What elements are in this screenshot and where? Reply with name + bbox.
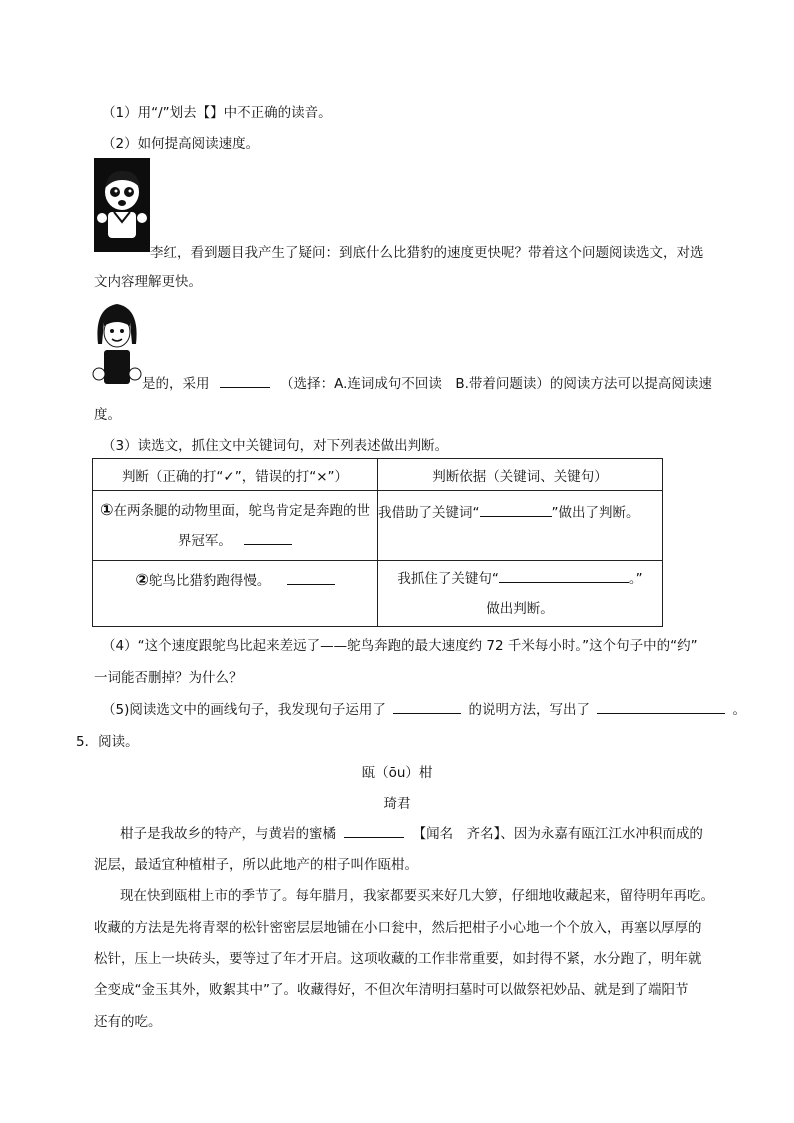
row1-statement-a: 在两条腿的动物里面，鸵鸟肯定是奔跑的世	[113, 503, 371, 519]
article-p1-part-a: 柑子是我故乡的特产，与黄岩的蜜橘	[120, 826, 336, 842]
row2-basis-a: 我抓住了关键句“	[397, 570, 499, 587]
row2-basis-cell	[378, 561, 663, 627]
question-4-line2: 一词能否删掉？为什么？	[94, 670, 243, 686]
row1-number: ①	[99, 500, 114, 519]
row1-statement-cell	[93, 491, 378, 561]
girl-avatar-icon	[92, 298, 142, 386]
q5-content-blank[interactable]	[597, 699, 725, 714]
girl-speech-line2: 度。	[94, 407, 121, 423]
q5-method-blank[interactable]	[393, 699, 461, 714]
question-4-line1: （4）“这个速度跟鸵鸟比起来差远了——鸵鸟奔跑的最大速度约 72 千米每小时。”这个句子中的“约”	[102, 638, 698, 654]
table-row	[93, 561, 663, 627]
question-2: （2）如何提高阅读速度。	[102, 136, 260, 152]
row2-keysentence-blank[interactable]	[499, 568, 629, 583]
row2-statement: 鸵鸟比猎豹跑得慢。	[148, 573, 271, 589]
boy-speech-line2: 文内容理解更快。	[94, 274, 202, 290]
article-p1-line2: 泥层，最适宜种植柑子，所以此地产的柑子叫作瓯柑。	[94, 857, 418, 873]
article-p2-line5: 还有的吃。	[94, 1014, 162, 1030]
girl-speech-suffix: （选择：A.连词成句不回读 B.带着问题读）的阅读方法可以提高阅读速	[280, 376, 712, 392]
article-title: 瓯（ōu）柑	[361, 765, 433, 781]
row1-keyword-blank[interactable]	[480, 502, 552, 517]
row1-judgment-blank[interactable]	[244, 530, 292, 545]
row2-judgment-blank[interactable]	[287, 570, 335, 585]
question-5-part-b: 的说明方法，写出了	[468, 702, 590, 718]
article-p2-line2: 收藏的方法是先将青翠的松针密密层层地铺在小口瓮中，然后把柑子小心地一个个放入，再塞以厚厚的	[94, 920, 702, 936]
article-word-blank[interactable]	[344, 823, 404, 838]
question-5-part-c: 。	[732, 702, 747, 718]
row1-basis-a: 我借助了关键词“	[378, 505, 480, 521]
section-5-heading: 5．阅读。	[76, 734, 139, 750]
answer-blank-method[interactable]	[220, 373, 270, 388]
girl-speech-line1	[142, 372, 712, 392]
table-row	[93, 491, 663, 561]
girl-speech-prefix: 是的，采用	[142, 376, 210, 392]
article-p2-line4: 全变成“金玉其外，败絮其中”了。收藏得好，不但次年清明扫墓时可以做祭祀妙品、就是到了端阳节	[94, 982, 689, 998]
question-5	[102, 698, 746, 718]
question-5-part-a: （5)阅读选文中的画线句子，我发现句子运用了	[102, 702, 386, 718]
row1-basis-b: ”做出了判断。	[551, 505, 640, 521]
question-1: （1）用“/”划去【】中不正确的读音。	[102, 105, 332, 121]
row2-basis-b: 。”	[628, 570, 643, 587]
judgment-table	[92, 458, 663, 627]
table-header-right: 判断依据（关键词、关键句）	[378, 459, 663, 491]
article-p2-line1: 现在快到瓯柑上市的季节了。每年腊月，我家都要买来好几大箩，仔细地收藏起来，留待明年再吃。	[120, 888, 714, 904]
article-p2-line3: 松针，压上一块砖头，要等过了年才开启。这项收藏的工作非常重要，如封得不紧，水分跑了，明年就	[94, 951, 702, 967]
table-header-left: 判断（正确的打“✓”，错误的打“×”）	[93, 459, 378, 491]
boy-avatar-icon	[94, 158, 150, 252]
article-author: 琦君	[383, 796, 411, 812]
article-p1-line1	[120, 822, 703, 842]
row1-basis-cell	[378, 491, 663, 561]
row2-number: ②	[135, 570, 149, 589]
row2-statement-cell	[93, 561, 378, 627]
boy-speech-line1: 李红，看到题目我产生了疑问：到底什么比猎豹的速度更快呢？带着这个问题阅读选文，对选	[150, 245, 704, 261]
article-p1-part-b: 【闻名 齐名】、因为永嘉有瓯江江水冲积而成的	[412, 826, 703, 842]
row2-basis-c: 做出判断。	[486, 600, 554, 617]
question-3: （3）读选文，抓住文中关键词句，对下列表述做出判断。	[102, 438, 449, 454]
row1-statement-b: 界冠军。	[177, 533, 232, 549]
